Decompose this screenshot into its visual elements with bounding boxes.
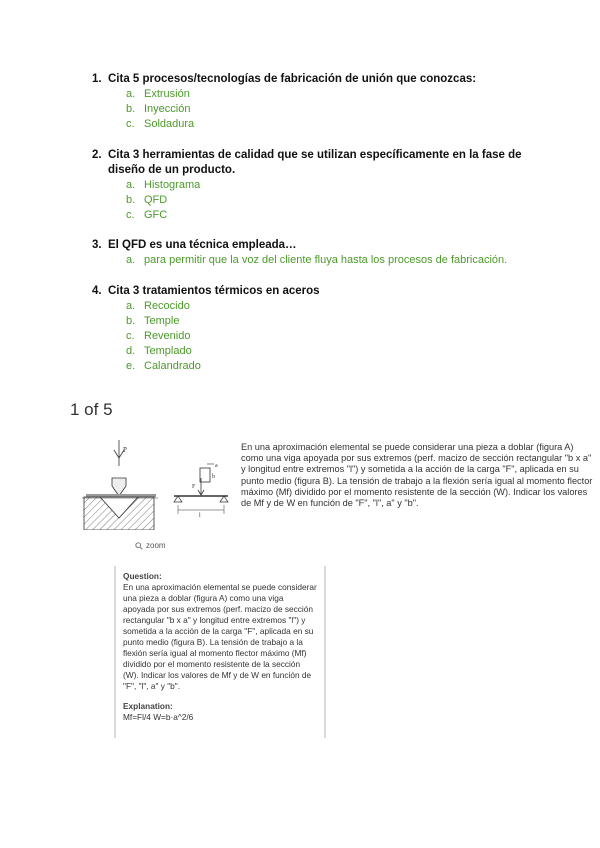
question-body: En una aproximación elemental se puede considerar una pieza a doblar (figura A) como una viga apoyada por sus extremos (perf. macizo de sección rectangular "b x a" y longitud entre extremos "l") y sometida a la acción de la carga "F", aplicada en su punto medio (figura B). La tensión de trabajo a la flexión sería igual al momento flector máximo (Mf) dividido por el momento resistente de la sección (W). Indicar los valores de Mf y de W en función de "F", "l", a" y "b". [123,582,317,691]
answer-letter: e. [126,360,136,372]
answer-letter: a. [126,300,136,312]
question-title [92,148,532,178]
answer-item [92,359,532,374]
question-2 [92,148,532,223]
answer-letter: d. [126,345,136,357]
answer-text: QFD [144,194,168,206]
question-number: 3. [92,239,102,251]
answer-letter: c. [126,118,135,130]
answer-list [92,299,532,374]
sheet-line [86,494,156,497]
answer-text: Recocido [144,300,190,312]
explanation-body: Mf=Fl/4 W=b·a^2/6 [123,712,194,722]
answer-list [92,253,532,268]
question-label: Question: [123,571,162,581]
answer-text: GFC [144,209,168,221]
question-number: 1. [92,73,102,85]
page-counter: 1 of 5 [70,400,113,419]
label-p: P [123,446,127,454]
answer-letter: a. [126,254,136,266]
question-text: Cita 5 procesos/tecnologías de fabricación de unión que conozcas: [108,73,477,85]
punch-shape [112,478,126,496]
die-shape [84,497,154,530]
answer-item [92,208,532,223]
answer-item [92,87,532,102]
label-l: l [199,513,201,519]
question-text: El QFD es una técnica empleada… [108,239,297,251]
answer-item [92,102,532,117]
bending-figure[interactable] [78,438,230,530]
figure-a [82,440,158,530]
question-text: Cita 3 herramientas de calidad que se utilizan específicamente en la fase de diseño de un producto. [108,149,522,176]
answer-item [92,253,532,268]
question-3 [92,238,532,268]
question-text: Cita 3 tratamientos térmicos en aceros [108,285,320,297]
answer-item [92,314,532,329]
question-1 [92,72,532,132]
answer-item [92,329,532,344]
answer-text: Templado [144,345,192,357]
answer-item [92,193,532,208]
answer-text: para permitir que la voz del cliente fluya hasta los procesos de fabricación. [144,254,508,266]
answer-text: Temple [144,315,180,327]
support-right-icon [220,496,228,502]
label-f: F [192,484,196,490]
answer-item [92,117,532,132]
answer-text: Inyección [144,103,191,115]
answer-text: Histograma [144,179,201,191]
answer-item [92,344,532,359]
answer-item [92,178,532,193]
search-icon [135,542,143,550]
answer-text: Extrusión [144,88,190,100]
section-shape [200,468,210,482]
support-left-icon [174,496,182,502]
answer-letter: c. [126,209,135,221]
answer-letter: b. [126,103,136,115]
explanation-label: Explanation: [123,701,173,711]
answer-letter: a. [126,88,136,100]
zoom-label: zoom [146,541,166,550]
answer-letter: b. [126,194,136,206]
answer-letter: a. [126,179,136,191]
answer-text: Soldadura [144,118,195,130]
question-title [92,72,532,87]
question-4 [92,284,532,374]
question-number: 2. [92,149,102,161]
figure-b [174,463,228,519]
answer-text: Calandrado [144,360,201,372]
answer-text: Revenido [144,330,191,342]
zoom-link[interactable] [135,541,166,550]
answer-item [92,299,532,314]
answer-list [92,178,532,223]
question-title [92,284,532,299]
figure-description: En una aproximación elemental se puede considerar una pieza a doblar (figura A) como una viga apoyada por sus extremos (perf. macizo de sección rectangular "b x a" y longitud entre extremos "l") y sometida a la acción de la carga "F", aplicada en su punto medio (figura B). La tensión de trabajo a la flexión sería igual al momento flector máximo (Mf) dividido por el momento resistente de la sección (W). Indicar los valores de Mf y de W en función de "F", "l", a" y "b". [241,442,593,509]
answer-letter: b. [126,315,136,327]
label-b: b [212,474,215,480]
question-title [92,238,532,253]
answer-list [92,87,532,132]
qa-card [114,566,326,738]
answer-letter: c. [126,330,135,342]
question-number: 4. [92,285,102,297]
label-a: a [215,463,218,469]
